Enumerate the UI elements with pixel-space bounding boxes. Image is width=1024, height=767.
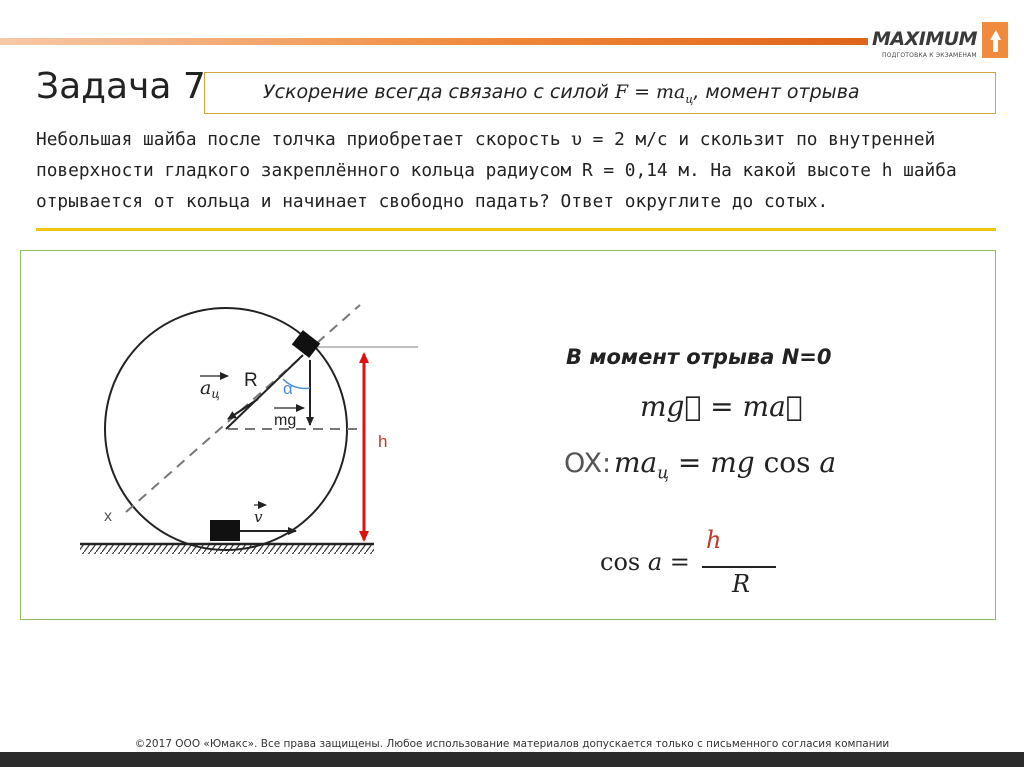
angle-label: α [283, 379, 293, 398]
problem-line: Небольшая шайба после толчка приобретает скорость υ = 2 м/с и скользит по внутренней [36, 129, 936, 150]
projection-var: a [810, 446, 837, 479]
acceleration-arrow [228, 399, 258, 419]
cos-var: a [647, 548, 663, 576]
logo-text: MAXIMUM [872, 28, 978, 50]
solution-heading: В момент отрыва N=0 [566, 345, 832, 369]
puck-top [292, 330, 320, 358]
height-label: h [378, 432, 388, 451]
fraction-denominator: R [732, 570, 751, 598]
acceleration-label: $a_ц$ [200, 377, 220, 401]
fraction-numerator: h [706, 526, 722, 554]
cos-equation [600, 548, 690, 576]
velocity-label: v [254, 508, 263, 526]
radius-label: R [244, 370, 258, 391]
axis-x-label: x [104, 508, 112, 525]
ox-axis-label: OX: [564, 448, 612, 479]
cos-equals: = [662, 548, 690, 576]
gravity-label: mg [274, 412, 297, 429]
hint-formula-sub: ц [685, 91, 694, 106]
newton-equation: mg⃗ = ma⃗ [640, 390, 803, 423]
fraction-bar [702, 566, 776, 568]
projection-equation [614, 446, 836, 483]
copyright-text: ©2017 ООО «Юмакс». Все права защищены. Любое использование материалов допускается только с письменного согласия компании [134, 738, 890, 750]
projection-cos: cos [763, 446, 811, 479]
cos-word: cos [600, 548, 648, 576]
hint-formula: F = ma [614, 81, 686, 103]
footer-bar [0, 752, 1024, 767]
projection-left: ma [614, 446, 658, 479]
projection-right: = mg [668, 446, 764, 479]
puck-bottom [210, 520, 240, 541]
task-title: Задача 7 [36, 66, 206, 107]
hint-prefix: Ускорение всегда связано с силой [263, 81, 615, 103]
problem-line: поверхности гладкого закреплённого кольца радиусом R = 0,14 м. На какой высоте h шайба [36, 160, 957, 181]
projection-sub: ц [657, 462, 669, 483]
problem-line: отрывается от кольца и начинает свободно падать? Ответ округлите до сотых. [36, 191, 829, 212]
logo-subtitle: ПОДГОТОВКА К ЭКЗАМЕНАМ [882, 52, 977, 59]
hint-suffix: , момент отрыва [693, 81, 860, 103]
